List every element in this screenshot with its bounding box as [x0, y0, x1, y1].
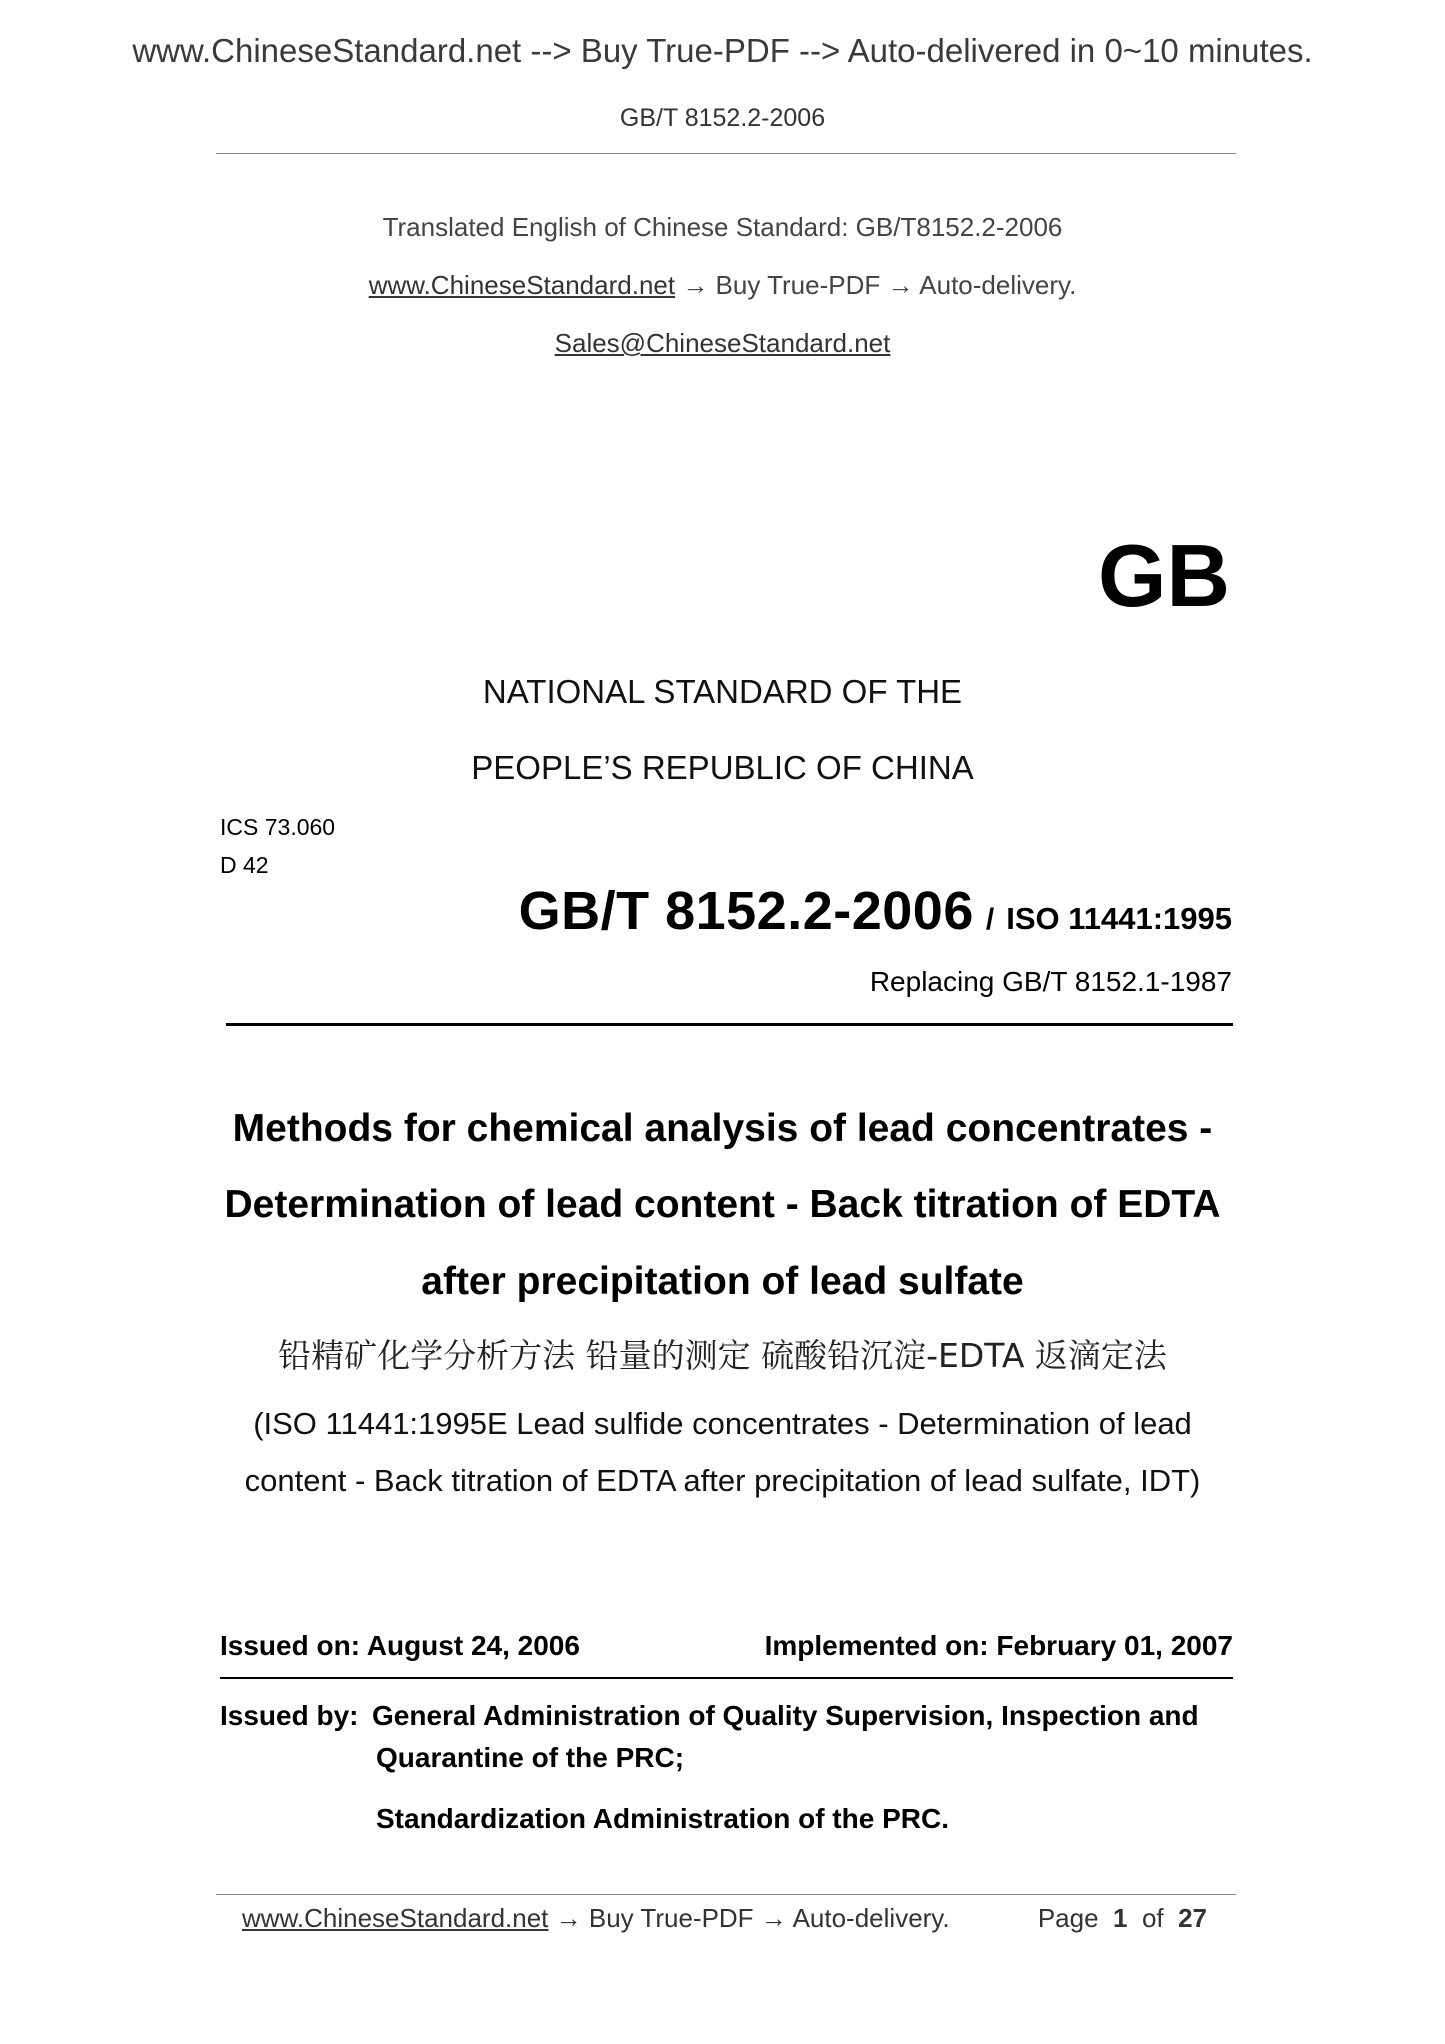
issued-by-line-1: General Administration of Quality Supervision, Inspection and	[372, 1700, 1199, 1731]
header-standard-code: GB/T 8152.2-2006	[619, 104, 826, 132]
standard-divider	[226, 1023, 1233, 1026]
national-standard-line1: NATIONAL STANDARD OF THE	[482, 673, 963, 710]
email-line	[0, 328, 1445, 359]
issue-dates-row	[220, 1630, 1233, 1662]
title-line-3: after precipitation of lead sulfate	[421, 1260, 1024, 1303]
gb-mark: GB	[1098, 526, 1230, 625]
footer	[242, 1903, 1207, 1934]
standard-separator: /	[985, 903, 995, 936]
iso-title-line-2: content - Back titration of EDTA after precipitation of lead sulfate, IDT)	[244, 1463, 1201, 1498]
page-indicator	[1038, 1903, 1207, 1934]
iso-title-line-1: (ISO 11441:1995E Lead sulfide concentrates - Determination of lead	[253, 1406, 1192, 1441]
page-number: 1	[1113, 1903, 1128, 1933]
ics-code: ICS 73.060	[220, 814, 336, 840]
footer-divider	[216, 1894, 1236, 1895]
translation-delivery-line	[0, 270, 1445, 301]
sales-email-link[interactable]: Sales@ChineseStandard.net	[554, 328, 891, 358]
site-link[interactable]: www.ChineseStandard.net	[368, 270, 676, 300]
implemented-on: Implemented on: February 01, 2007	[764, 1630, 1233, 1661]
translation-note: Translated English of Chinese Standard: GB/T8152.2-2006	[382, 212, 1063, 242]
footer-site-link[interactable]: www.ChineseStandard.net	[242, 1903, 549, 1933]
issued-by-line-3: Standardization Administration of the PRC.	[376, 1803, 949, 1834]
footer-delivery-text: → Buy True-PDF → Auto-delivery.	[548, 1903, 950, 1933]
page-total: 27	[1178, 1903, 1207, 1933]
national-standard-line2: PEOPLE’S REPUBLIC OF CHINA	[471, 749, 974, 786]
issued-on: Issued on: August 24, 2006	[220, 1630, 580, 1661]
delivery-text: → Buy True-PDF → Auto-delivery.	[675, 270, 1077, 300]
chinese-title: 铅精矿化学分析方法 铅量的测定 硫酸铅沉淀-EDTA 返滴定法	[278, 1336, 1167, 1375]
title-line-2: Determination of lead content - Back titration of EDTA	[224, 1183, 1221, 1226]
issue-divider	[220, 1677, 1233, 1679]
ccs-code: D 42	[220, 852, 269, 878]
standard-number: GB/T 8152.2-2006	[518, 881, 974, 941]
page-label: Page	[1037, 1903, 1099, 1933]
of-label: of	[1141, 1903, 1164, 1933]
iso-number: ISO 11441:1995	[1006, 901, 1232, 936]
title-line-1: Methods for chemical analysis of lead concentrates -	[232, 1107, 1213, 1150]
issued-by-line-2: Quarantine of the PRC;	[376, 1742, 685, 1773]
replacing-note: Replacing GB/T 8152.1-1987	[869, 966, 1232, 997]
header-divider	[216, 153, 1236, 154]
standard-number-line	[519, 880, 1232, 942]
top-banner: www.ChineseStandard.net --> Buy True-PDF --> Auto-delivered in 0~10 minutes.	[132, 32, 1313, 69]
footer-delivery	[242, 1903, 950, 1934]
issued-by-label: Issued by:	[220, 1700, 359, 1731]
